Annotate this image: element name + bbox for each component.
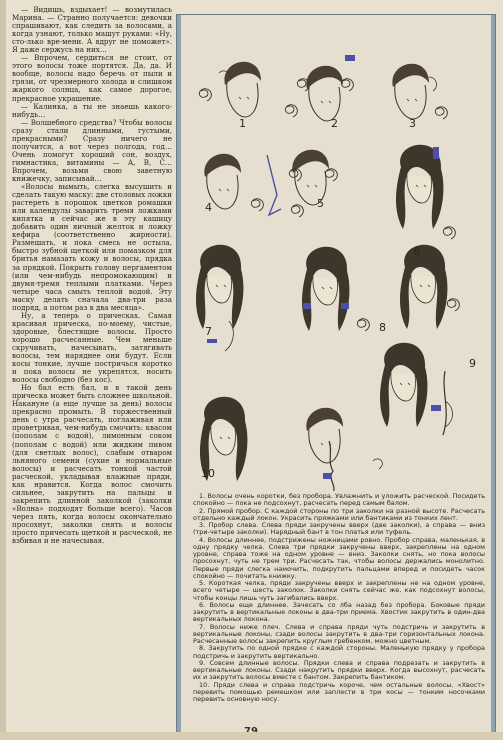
- hairstyle-10-drawing: [200, 397, 441, 491]
- binding-edge: [0, 0, 6, 740]
- caption-3: 3. Пробор слева. Слева пряди закручены вверх (две заколки), а справа — вниз (три-четыре заколки). Нарядный бант в тон платья или туфель.: [193, 521, 485, 537]
- figure-number-4: 4: [205, 201, 212, 214]
- hairstyle-8b-drawing: [400, 245, 459, 329]
- hairstyle-9-drawing: [380, 343, 453, 435]
- frame-border-left: [177, 15, 181, 737]
- figure-number-3: 3: [409, 117, 416, 130]
- caption-6: 6. Волосы еще длиннее. Зачесать со лба назад без пробора. Боковые пряди закрутить в вертикальные локоны в два-три приема. Хвостик закрутить в один-два вертикальных локона.: [193, 600, 485, 624]
- caption-2: 2. Прямой пробор. С каждой стороны по три заколки на разной высоте. Расчесать отдельно каждый локон. Украсить пряжками или бантиками из тонких лент.: [193, 506, 485, 522]
- article-paragraph: — Волшебного средства? Чтобы волосы сразу стали длинными, густыми, прекрасными? Сразу ничего не получится, а вот через полгода, год… Очень помогут хороший сон, воздух, гимнастика, витамины — А, В, С… Впрочем, возьми свою заветную книжечку, записывай…: [12, 117, 172, 183]
- figure-number-7: 7: [205, 325, 212, 338]
- bottom-edge: [0, 732, 503, 740]
- figure-number-1: 1: [239, 117, 246, 130]
- hairstyle-2-drawing: [285, 55, 355, 121]
- hairstyle-3-drawing: [392, 64, 447, 119]
- caption-7: 7. Волосы ниже плеч. Слева и справа пряди чуть подстричь и закрутить в вертикальные локоны, сзади волосы закрутить в два-три горизонтальных локона. Расчесанные волосы закрепить круглым гребенком, можно цветным.: [193, 622, 485, 645]
- hairstyle-5-drawing: [289, 150, 337, 217]
- figure-number-2: 2: [331, 117, 338, 130]
- hairstyles-panel: [176, 14, 496, 738]
- caption-8: 8. Закрутить по одной прядке с каждой стороны. Маленькую прядку у пробора подстричь и закрутить вертикально.: [193, 644, 485, 660]
- caption-9: 9. Совсем длинные волосы. Прядки слева и справа подрезать и закрутить в вертикальные локоны. Сзади накрутить прядки вверх. Когда высохнут, расчесать их и закрутить волосы вместе с бантом. Закрепить бантиком.: [193, 658, 485, 682]
- figure-number-5: 5: [317, 197, 324, 210]
- hairstyle-7-drawing: [196, 245, 243, 351]
- article-paragraph: «Волосы вымыть, слегка высушить и сделать такую маску: две столовых ложки растереть в порошок цветков ромашки или календулы заварить тремя ложками кипятка и сейчас же в эту кашицу добавить один яичный желток и ложку кефира (соответственно жирности). Размешать, и пока смесь не остыла, быстро зубной щеткой или помазком для бритья намазать кожу и волосы, прядка за прядкой. Покрыть голову пергаментом (или чем-нибудь непромокающим) и двумя-тремя теплыми платками. Через четыре часа смыть теплой водой. Эту маску делать сначала два-три раза подряд, а потом раз в два месяца».: [12, 182, 172, 312]
- hairstyle-8-drawing: [302, 247, 369, 331]
- article-paragraph: — Калинка, а ты не знаешь какого-нибудь…: [12, 101, 172, 119]
- caption-10: 10. Пряди слева и справа подстричь короче, чем остальные волосы. «Хвост» перевить помощью ремешком или заплести в три косы — тонким носочками перевить основную носу.: [193, 680, 485, 703]
- figure-number-9: 9: [469, 357, 476, 370]
- figure-number-8: 8: [379, 321, 386, 334]
- hairstyle-captions: [193, 493, 485, 713]
- hairstyle-4-drawing: [204, 154, 281, 215]
- figure-number-6: 6: [413, 245, 420, 258]
- article-paragraph: — Впрочем, сердиться не стоит, от этого волосы тоже портятся. Да, да. И вообще, волосы надо беречь от пыли и грязи, от чрезмерного холода и слишком жаркого солнца, как самое дорогое, прекрасное украшение.: [12, 53, 172, 103]
- article-paragraph: Ну, а теперь о прическах. Самая красивая прическа, по-моему, чистые, здоровые, блестящие волосы. Просто хорошо расчесанные. Чем меньше скручивать, начесывать, затягивать волосы, тем наряднее они будут. Если косы тонкие, лучше постричься коротко и пока волосы не укрепятся, носить волосы свободно (без кос).: [12, 310, 172, 385]
- article-column: [12, 6, 172, 734]
- hairstyles-illustration: [183, 21, 489, 491]
- hairstyle-1-drawing: [199, 62, 261, 117]
- caption-4: 4. Волосы длиннее, подстрижены ножницами ровно. Пробор справа, маленькая, в одну прядку челка. Слева три прядки закручены вверх, закреплены на одном уровне, справа тоже на одном уровне — вниз. Заколки снять, но пока волосы просохнут, чуть не трем три. Расчесать так, чтобы волосы держались монолитно. Первые пряди слегка намочить, подкрутить пальцами вперед и посидеть часок спокойно — почитать книжку.: [193, 535, 485, 580]
- caption-5: 5. Короткая челка, пряди закручены вверх и закреплены не на одном уровне, всего четыре — шесть заколок. Заколки снять сейчас же, как подсохнут волосы, чтобы концы лишь чуть загибались вверх.: [193, 579, 485, 602]
- figure-number-10: 10: [201, 467, 215, 480]
- article-paragraph: Но бал есть бал, и в такой день прическа может быть сложнее школьной. Накануне (а еще лучше за день) волосы прекрасно промыть. В торжественный день с утра расчесать, поглаживая или проветривая, чем-нибудь смочить: квасом (пополам с водой), лимонным соком (пополам с водой) или жидким пивом (для светлых волос), слабым отваром льняного семени (сухие и нормальные волосы) и расчесать тонкой частой расческой, укладывая влажные пряди, как нравится. Когда волос смочить сильнее, закрутить на пальцы и закрепить длинной заколкой (заколки «Волна» подходят больше всего). Часов через пять, когда волосы окончательно просохнут, заколки снять и волосы просто причесать щеткой и расческой, не взбивая и не начесывая.: [12, 383, 172, 546]
- frame-border-right: [491, 15, 495, 737]
- article-paragraph: — Видишь, вздыхает! — возмутилась Марина. — Странно получается: девочки спрашивают, как следить за волосами, а когда узнают, только машут руками: «Ну, сто-лько вре-мени. А вдруг не поможет». Я даже сержусь на них…: [12, 6, 172, 55]
- caption-1: 1. Волосы очень коротки, без пробора. Увлажнить и уложить расческой. Посидеть спокойно — пока не подсохнут, расчесать перед самым балом.: [193, 493, 485, 508]
- hairstyle-6-drawing: [396, 145, 455, 239]
